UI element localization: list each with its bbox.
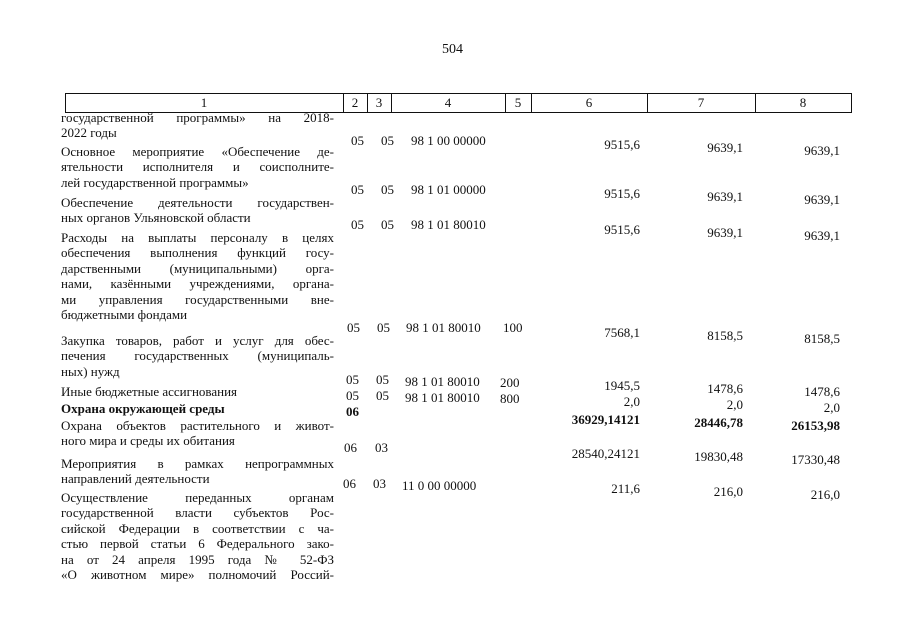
cell-amount-col6: 28540,24121: [571, 446, 640, 461]
cell-section: 05: [346, 388, 359, 403]
cell-amount-col6: 9515,6: [604, 186, 640, 201]
cell-amount-col6: 211,6: [611, 481, 640, 496]
row-description: [61, 384, 334, 399]
cell-amount-col6: 9515,6: [604, 222, 640, 237]
description-line: Закупка товаров, работ и услуг для обес-: [61, 333, 334, 348]
description-line: сийской Федерации в соответствии с ча-: [61, 520, 334, 536]
description-line: Мероприятия в рамках непрограммных: [61, 456, 334, 471]
description-line: ятельности исполнителя и соисполните-: [61, 159, 334, 175]
description-line: Расходы на выплаты персоналу в целях: [61, 230, 334, 245]
cell-expense-type: 100: [503, 320, 523, 335]
description-line: государственной власти субъектов Рос-: [61, 505, 334, 521]
cell-target-article: 98 1 01 80010: [411, 217, 486, 232]
page-number: 504: [442, 42, 463, 57]
cell-amount-col8: 17330,48: [791, 452, 840, 467]
description-line: ного мира и среды их обитания: [61, 433, 235, 449]
description-line: ми управления государственными вне-: [61, 291, 334, 307]
description-line: 2022 годы: [61, 125, 117, 141]
cell-section: 06: [343, 476, 356, 491]
cell-amount-col6: 7568,1: [604, 325, 640, 340]
cell-subsection: 05: [377, 320, 390, 335]
row-description: [61, 333, 334, 379]
cell-amount-col8: 9639,1: [804, 228, 840, 243]
cell-amount-col8: 9639,1: [804, 192, 840, 207]
header-col-2: 2: [351, 95, 359, 110]
description-line: Осуществление переданных органам: [61, 490, 334, 505]
header-divider: [851, 93, 852, 112]
description-line: «О животном мире» полномочий Россий-: [61, 566, 334, 582]
description-line: государственной программы» на 2018-: [61, 110, 334, 125]
row-description: [61, 144, 334, 190]
description-line: на от 24 апреля 1995 года № 52-ФЗ: [61, 551, 334, 567]
cell-amount-col7: 8158,5: [707, 328, 743, 343]
cell-amount-col7: 2,0: [726, 397, 743, 412]
row-description: [61, 230, 334, 322]
cell-subsection: 05: [381, 182, 394, 197]
cell-section: 06: [344, 440, 357, 455]
cell-target-article: 98 1 01 80010: [405, 374, 480, 389]
cell-amount-col6: 36929,14121: [571, 412, 640, 427]
description-line: дарственными (муниципальными) орга-: [61, 260, 334, 276]
cell-amount-col7: 9639,1: [707, 189, 743, 204]
cell-amount-col8: 9639,1: [804, 143, 840, 158]
description-line: нами, казёнными учреждениями, органа-: [61, 276, 334, 292]
cell-amount-col7: 216,0: [713, 484, 743, 499]
cell-target-article: 11 0 00 00000: [402, 478, 477, 493]
header-col-6: 6: [585, 95, 593, 110]
cell-amount-col6: 1945,5: [604, 378, 640, 393]
cell-expense-type: 800: [500, 391, 520, 406]
cell-subsection: 03: [375, 440, 388, 455]
cell-amount-col8: 216,0: [810, 487, 840, 502]
cell-target-article: 98 1 01 80010: [406, 320, 481, 335]
cell-section: 05: [351, 133, 364, 148]
cell-amount-col7: 1478,6: [707, 381, 743, 396]
description-line: Основное мероприятие «Обеспечение де-: [61, 144, 334, 159]
header-col-3: 3: [375, 95, 383, 110]
cell-section: 05: [351, 182, 364, 197]
row-description: [61, 195, 334, 226]
header-col-1: 1: [200, 95, 208, 110]
cell-section: 05: [351, 217, 364, 232]
cell-amount-col8: 1478,6: [804, 384, 840, 399]
row-description: [61, 401, 334, 416]
cell-target-article: 98 1 00 00000: [411, 133, 486, 148]
row-description: [61, 110, 334, 141]
cell-subsection: 05: [376, 372, 389, 387]
row-description: [61, 418, 334, 449]
description-line: стью первой статьи 6 Федерального зако-: [61, 536, 334, 552]
cell-amount-col7: 9639,1: [707, 225, 743, 240]
description-line: печения государственных (муниципаль-: [61, 348, 334, 364]
description-line: Иные бюджетные ассигнования: [61, 384, 238, 399]
cell-section: 05: [346, 372, 359, 387]
description-line: бюджетными фондами: [61, 306, 188, 322]
cell-amount-col8: 8158,5: [804, 331, 840, 346]
description-line: Обеспечение деятельности государствен-: [61, 195, 334, 210]
header-col-4: 4: [444, 95, 452, 110]
cell-subsection: 05: [376, 388, 389, 403]
header-col-7: 7: [697, 95, 705, 110]
cell-amount-col6: 2,0: [623, 394, 640, 409]
description-line: Охрана окружающей среды: [61, 401, 225, 416]
header-col-8: 8: [799, 95, 807, 110]
cell-subsection: 03: [373, 476, 386, 491]
cell-amount-col6: 9515,6: [604, 137, 640, 152]
cell-section: 06: [346, 404, 359, 419]
cell-subsection: 05: [381, 217, 394, 232]
description-line: Охрана объектов растительного и живот-: [61, 418, 334, 433]
header-col-5: 5: [514, 95, 522, 110]
cell-subsection: 05: [381, 133, 394, 148]
cell-amount-col7: 9639,1: [707, 140, 743, 155]
description-line: направлений деятельности: [61, 471, 210, 487]
description-line: обеспечения выполнения функций госу-: [61, 245, 334, 261]
description-line: ных органов Ульяновской области: [61, 210, 251, 226]
cell-target-article: 98 1 01 00000: [411, 182, 486, 197]
cell-section: 05: [347, 320, 360, 335]
description-line: лей государственной программы»: [61, 174, 249, 190]
row-description: [61, 490, 334, 582]
cell-amount-col8: 26153,98: [791, 418, 840, 433]
cell-expense-type: 200: [500, 375, 520, 390]
description-line: ных) нужд: [61, 363, 120, 379]
row-description: [61, 456, 334, 487]
cell-target-article: 98 1 01 80010: [405, 390, 480, 405]
cell-amount-col7: 28446,78: [694, 415, 743, 430]
cell-amount-col7: 19830,48: [694, 449, 743, 464]
cell-amount-col8: 2,0: [823, 400, 840, 415]
